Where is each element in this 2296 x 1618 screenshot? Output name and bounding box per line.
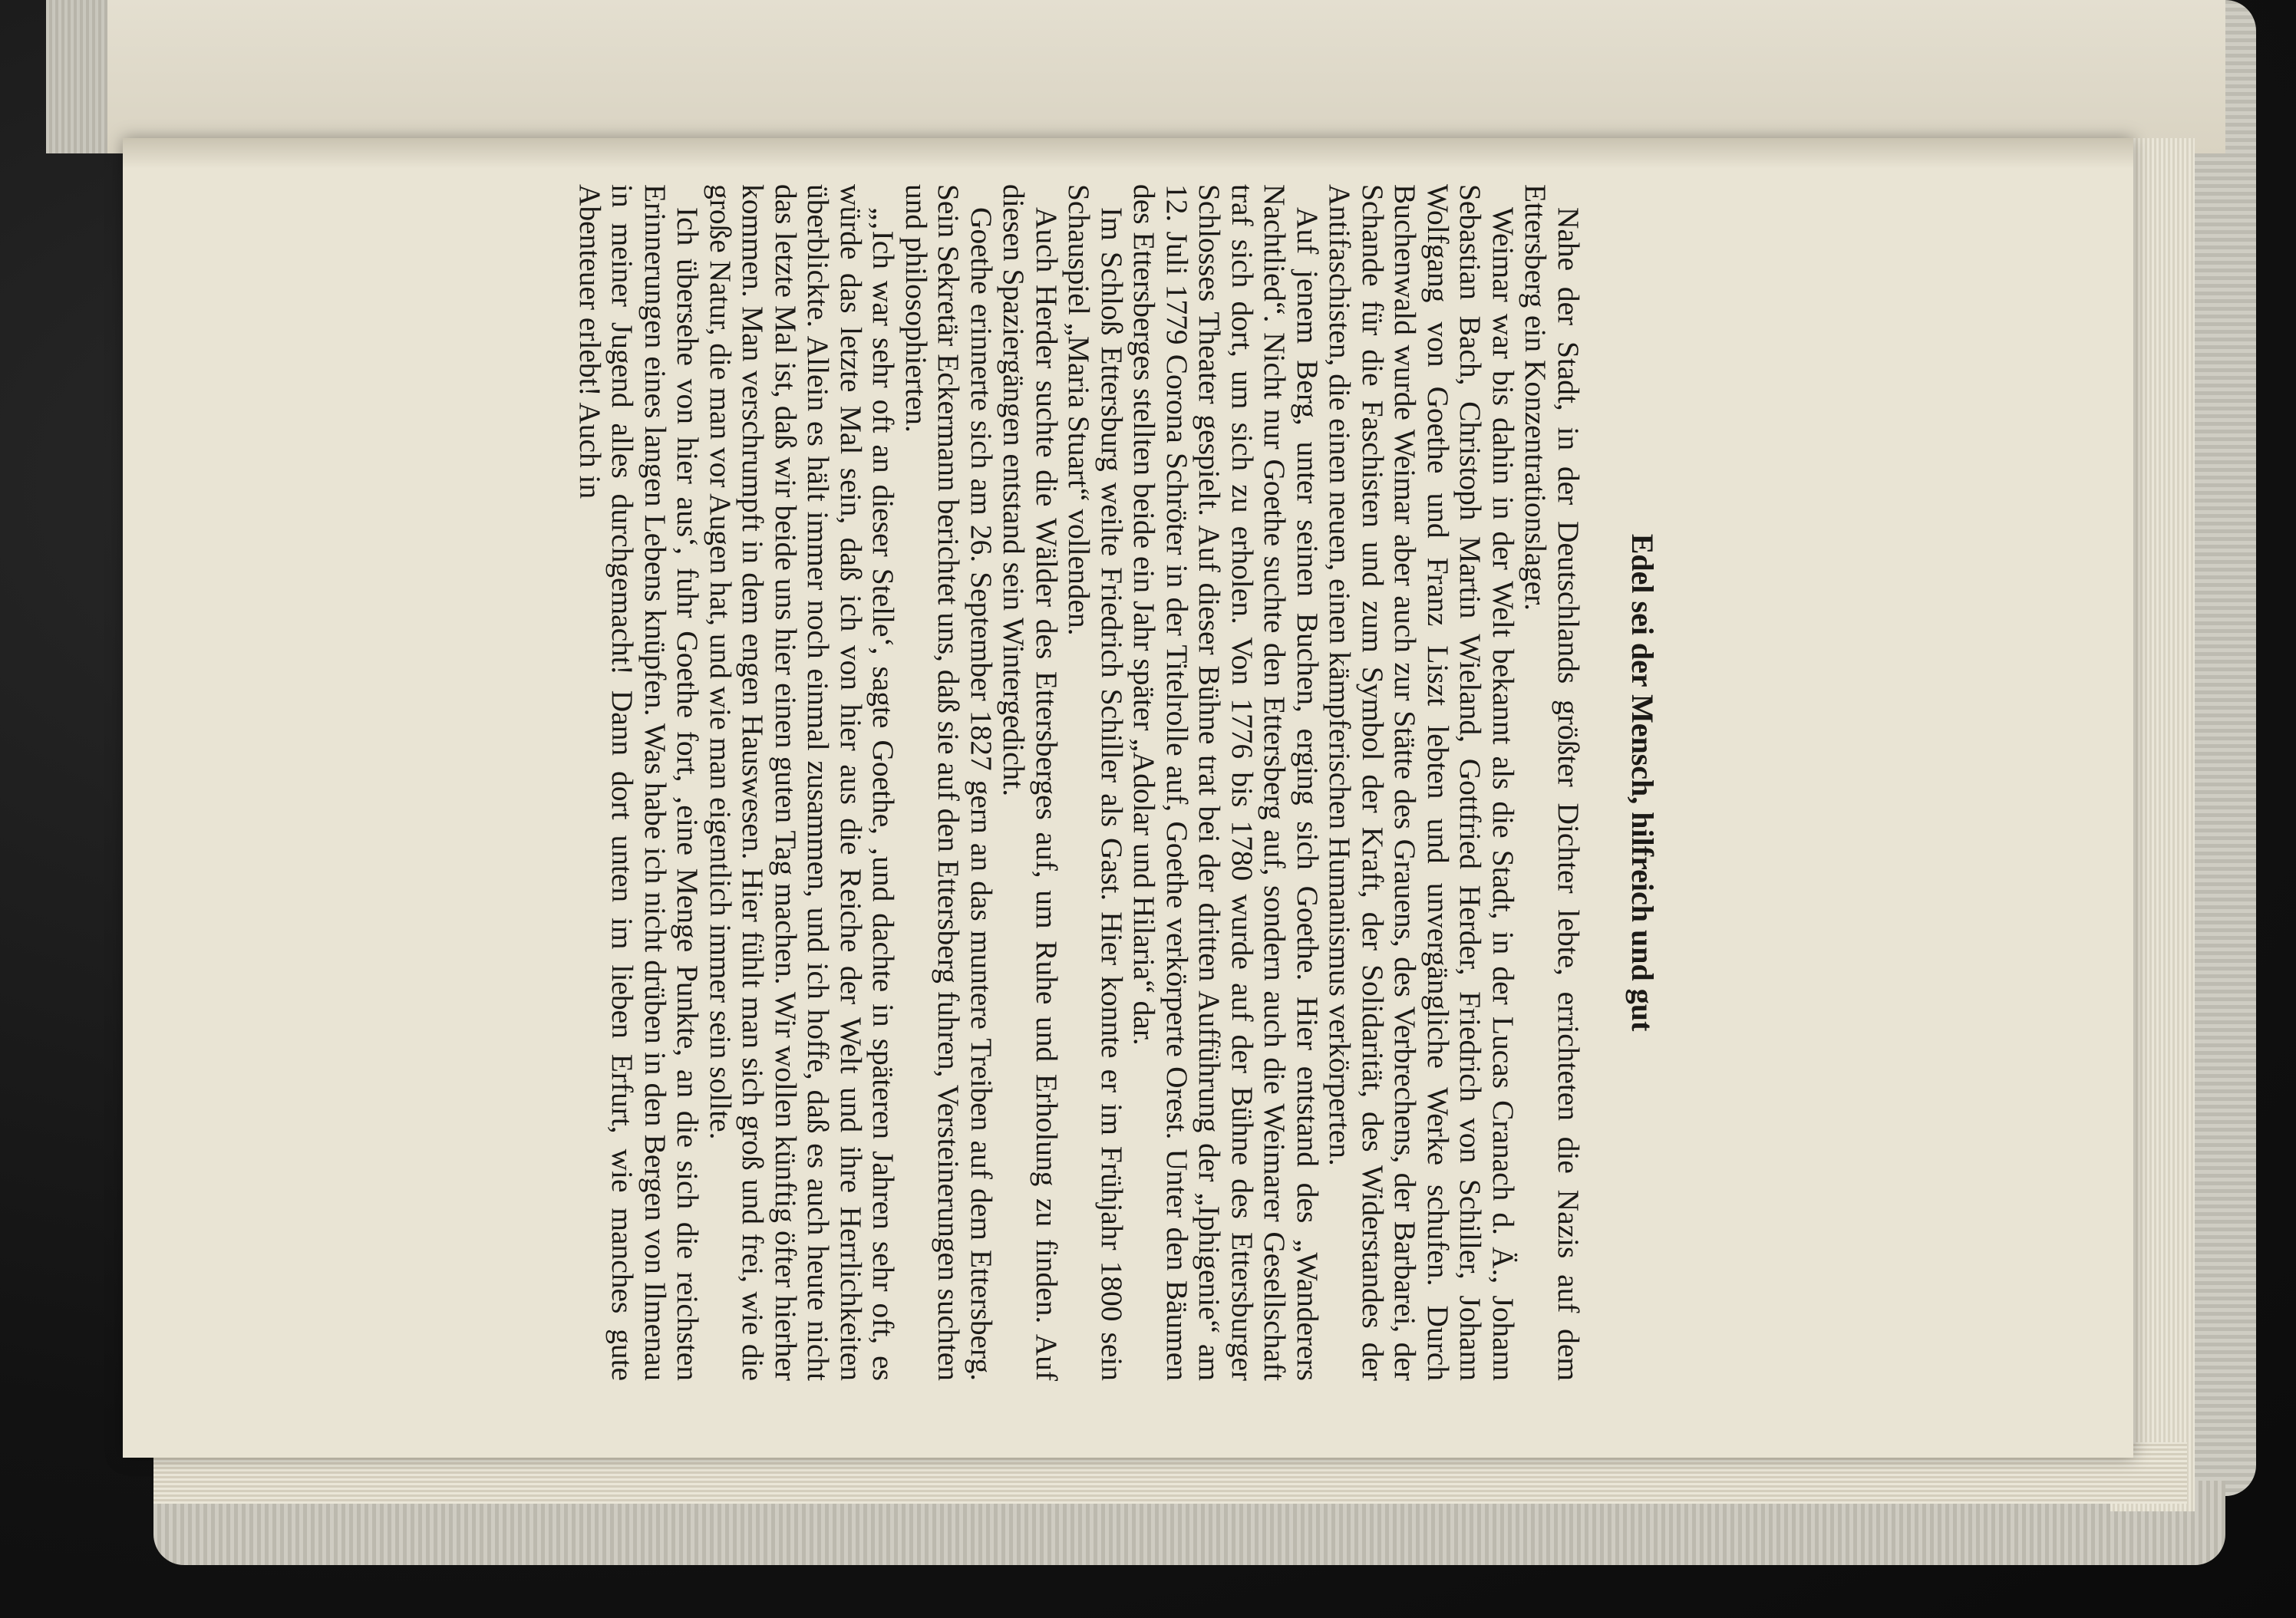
paragraph: Goethe erinnerte sich am 26. September 1827 gern an das muntere Treiben auf dem Ettersberg. Sein Sekretär Eckermann berichtet uns, daß sie auf den Ettersberg fuhren, Versteinerungen suchten und philosophierten. — [899, 184, 998, 1381]
paragraph: Ich übersehe von hier aus‘, fuhr Goethe fort, ‚eine Menge Punkte, an die sich die reichsten Erinnerungen eines langen Lebens knüpfen. Was habe ich nicht drüben in den Bergen von Ilmenau in meiner Jugend alles durchgemacht! Dann dort unten im lieben Erfurt, wie manches gute Abenteuer erlebt! Auch in — [573, 184, 705, 1381]
page-heading: Edel sei der Mensch, hilfreich und gut — [1625, 533, 1660, 1032]
facing-page — [107, 0, 2225, 153]
paragraph: Im Schloß Ettersburg weilte Friedrich Schiller als Gast. Hier konnte er im Frühjahr 1800 sein Schauspiel „Maria Stuart“ vollenden. — [1062, 184, 1129, 1381]
rotated-text-block — [0, 184, 1673, 1381]
body-text — [574, 184, 1585, 1381]
paragraph: Auf jenem Berg, unter seinen Buchen, erging sich Goethe. Hier entstand des „Wanderers Nachtlied“. Nicht nur Goethe suchte den Ettersberg auf, sondern auch die Weimarer Gesellschaft traf sich dort, um sich zu erholen. Von 1776 bis 1780 wurde auf der Bühne des Ettersburger Schlosses Theater gespielt. Auf dieser Bühne trat bei der dritten Aufführung der „Iphigenie“ am 12. Juli 1779 Corona Schröter in der Titelrolle auf, Goethe verkörperte Orest. Unter den Bäumen des Ettersberges stellten beide ein Jahr später „Adolar und Hilaria“ dar. — [1127, 184, 1324, 1381]
paragraph: Auch Herder suchte die Wälder des Ettersberges auf, um Ruhe und Erholung zu finden. Auf diesen Spaziergängen entstand sein Wintergedicht. — [997, 184, 1064, 1381]
gutter-shadow — [123, 138, 2133, 169]
paragraph: Nahe der Stadt, in der Deutschlands größter Dichter lebte, errichteten die Nazis auf dem Ettersberg ein Konzentrationslager. — [1519, 184, 1585, 1381]
paragraph: Weimar war bis dahin in der Welt bekannt als die Stadt, in der Lucas Cranach d. Ä., Johann Sebastian Bach, Christoph Martin Wieland, Gottfried Herder, Friedrich von Schiller, Johann Wolfgang von Goethe und Franz Liszt lebten und unvergängliche Werke schufen. Durch Buchenwald wurde Weimar aber auch zur Stätte des Grauens, des Verbrechens, der Barbarei, der Schande für die Faschisten und zum Symbol der Kraft, der Solidarität, des Widerstandes der Antifaschisten, die einen neuen, einen kämpferischen Humanismus verkörperten. — [1323, 184, 1520, 1381]
paragraph: „‚Ich war sehr oft an dieser Stelle‘, sagte Goethe, ‚und dachte in späteren Jahren sehr oft, es würde das letzte Mal sein, daß ich von hier aus die Reiche der Welt und ihre Herrlichkeiten überblickte. Allein es hält immer noch einmal zusammen, und ich hoffe, daß es auch heute nicht das letzte Mal ist, daß wir beide uns hier einen guten Tag machen. Wir wollen künftig öfter hierher kommen. Man verschrumpft in dem engen Hauswesen. Hier fühlt man sich groß und frei, wie die große Natur, die man vor Augen hat, und wie man eigentlich immer sein sollte. — [704, 184, 901, 1381]
book-page — [123, 138, 2133, 1458]
